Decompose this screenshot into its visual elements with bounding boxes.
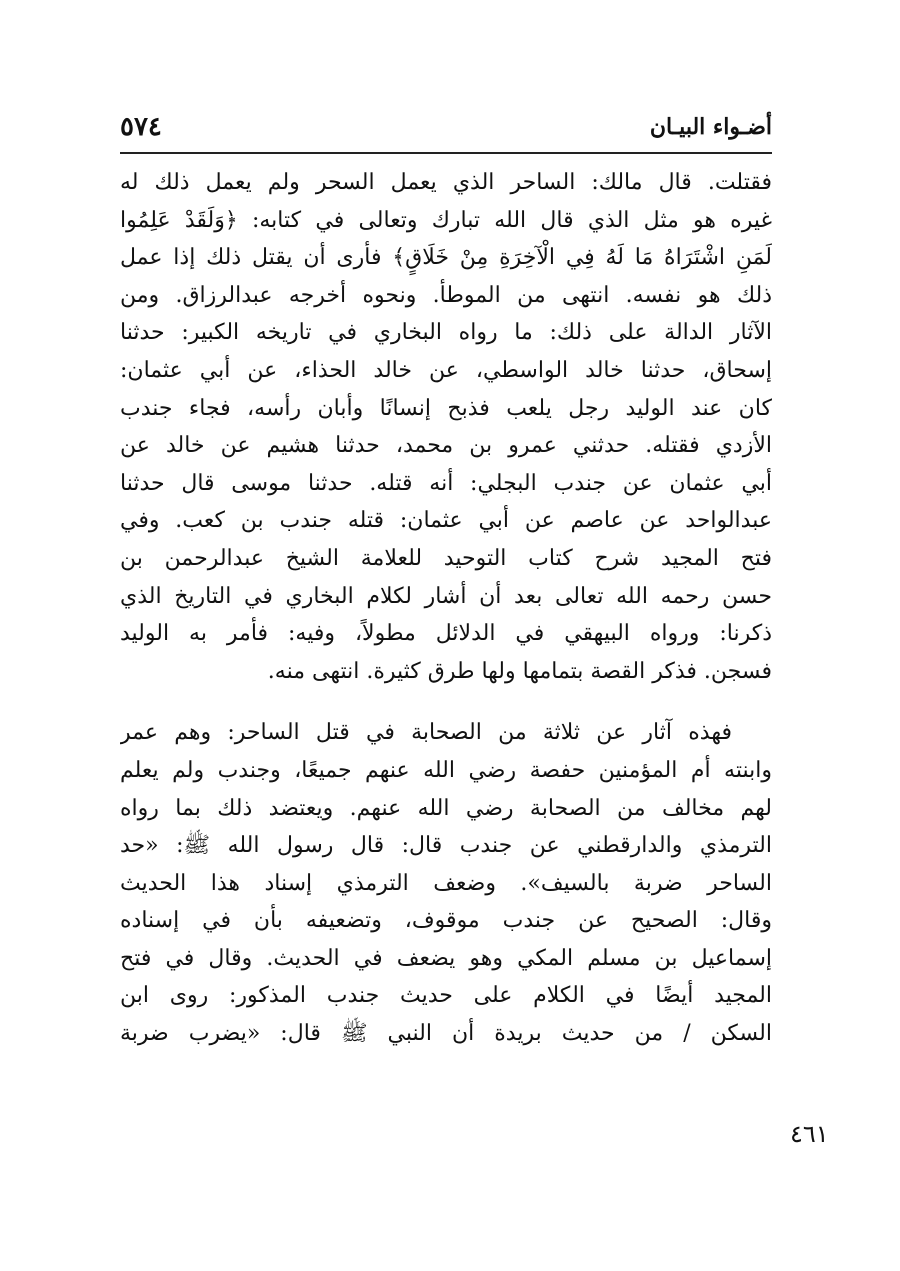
text-line: الترمذي والدارقطني عن جندب قال: قال رسول الله ﷺ: «حد [120, 833, 772, 859]
text-line: المجيد أيضًا في الكلام على حديث جندب المذكور: روى ابن [120, 983, 772, 1009]
text-line: ذكرنا: ورواه البيهقي في الدلائل مطولاً، وفيه: فأمر به الوليد [120, 621, 772, 647]
paragraph-gap [120, 690, 772, 714]
paragraph-2 [120, 714, 772, 1052]
text-line: فتح المجيد شرح كتاب التوحيد للعلامة الشيخ عبدالرحمن بن [120, 545, 772, 571]
text-line: فقتلت. قال مالك: الساحر الذي يعمل السحر ولم يعمل ذلك له [120, 170, 772, 195]
text-line: فهذه آثار عن ثلاثة من الصحابة في قتل الساحر: وهم عمر [120, 720, 732, 746]
text-line: الساحر ضربة بالسيف». وضعف الترمذي إسناد هذا الحديث [120, 870, 772, 896]
text-line: عبدالواحد عن عاصم عن أبي عثمان: قتله جندب بن كعب. وفي [120, 508, 772, 534]
text-line: إسحاق، حدثنا خالد الواسطي، عن خالد الحذاء، عن أبي عثمان: [120, 357, 772, 383]
text-line: وابنته أم المؤمنين حفصة رضي الله عنهم جميعًا، وجندب ولم يعلم [120, 757, 772, 783]
text-line: غيره هو مثل الذي قال الله تبارك وتعالى في كتابه: ﴿وَلَقَدْ عَلِمُوا [120, 207, 772, 233]
running-title: أضـواء البيـان [649, 114, 772, 140]
page-header [120, 108, 772, 152]
header-divider [120, 152, 772, 154]
text-line: لَمَنِ اشْتَرَاهُ مَا لَهُ فِي الْآخِرَةِ مِنْ خَلَاقٍ﴾ فأرى أن يقتل ذلك إذا عمل [120, 245, 772, 271]
text-line: ذلك هو نفسه. انتهى من الموطأ. ونحوه أخرجه عبدالرزاق. ومن [120, 282, 772, 308]
text-line: كان عند الوليد رجل يلعب فذبح إنسانًا وأبان رأسه، فجاء جندب [120, 395, 772, 421]
text-line: أبي عثمان عن جندب البجلي: أنه قتله. حدثنا موسى قال حدثنا [120, 470, 772, 496]
text-line: إسماعيل بن مسلم المكي وهو يضعف في الحديث. وقال في فتح [120, 945, 772, 971]
text-line: وقال: الصحيح عن جندب موقوف، وتضعيفه بأن في إسناده [120, 908, 772, 934]
text-line: فسجن. فذكر القصة بتمامها ولها طرق كثيرة. انتهى منه. [267, 658, 772, 684]
page-number: ٥٧٤ [120, 112, 162, 142]
text-line: السكن / من حديث بريدة أن النبي ﷺ قال: «يضرب ضربة [120, 1021, 772, 1047]
text-line: الأزدي فقتله. حدثني عمرو بن محمد، حدثنا هشيم عن خالد عن [120, 433, 772, 459]
body-text [120, 164, 772, 1053]
margin-page-number: ٤٦١ [790, 1120, 829, 1148]
text-line: الآثار الدالة على ذلك: ما رواه البخاري في تاريخه الكبير: حدثنا [120, 320, 772, 346]
text-line: لهم مخالف من الصحابة رضي الله عنهم. ويعتضد ذلك بما رواه [120, 795, 772, 821]
paragraph-1 [120, 164, 772, 690]
text-line: حسن رحمه الله تعالى بعد أن أشار لكلام البخاري في التاريخ الذي [120, 583, 772, 609]
